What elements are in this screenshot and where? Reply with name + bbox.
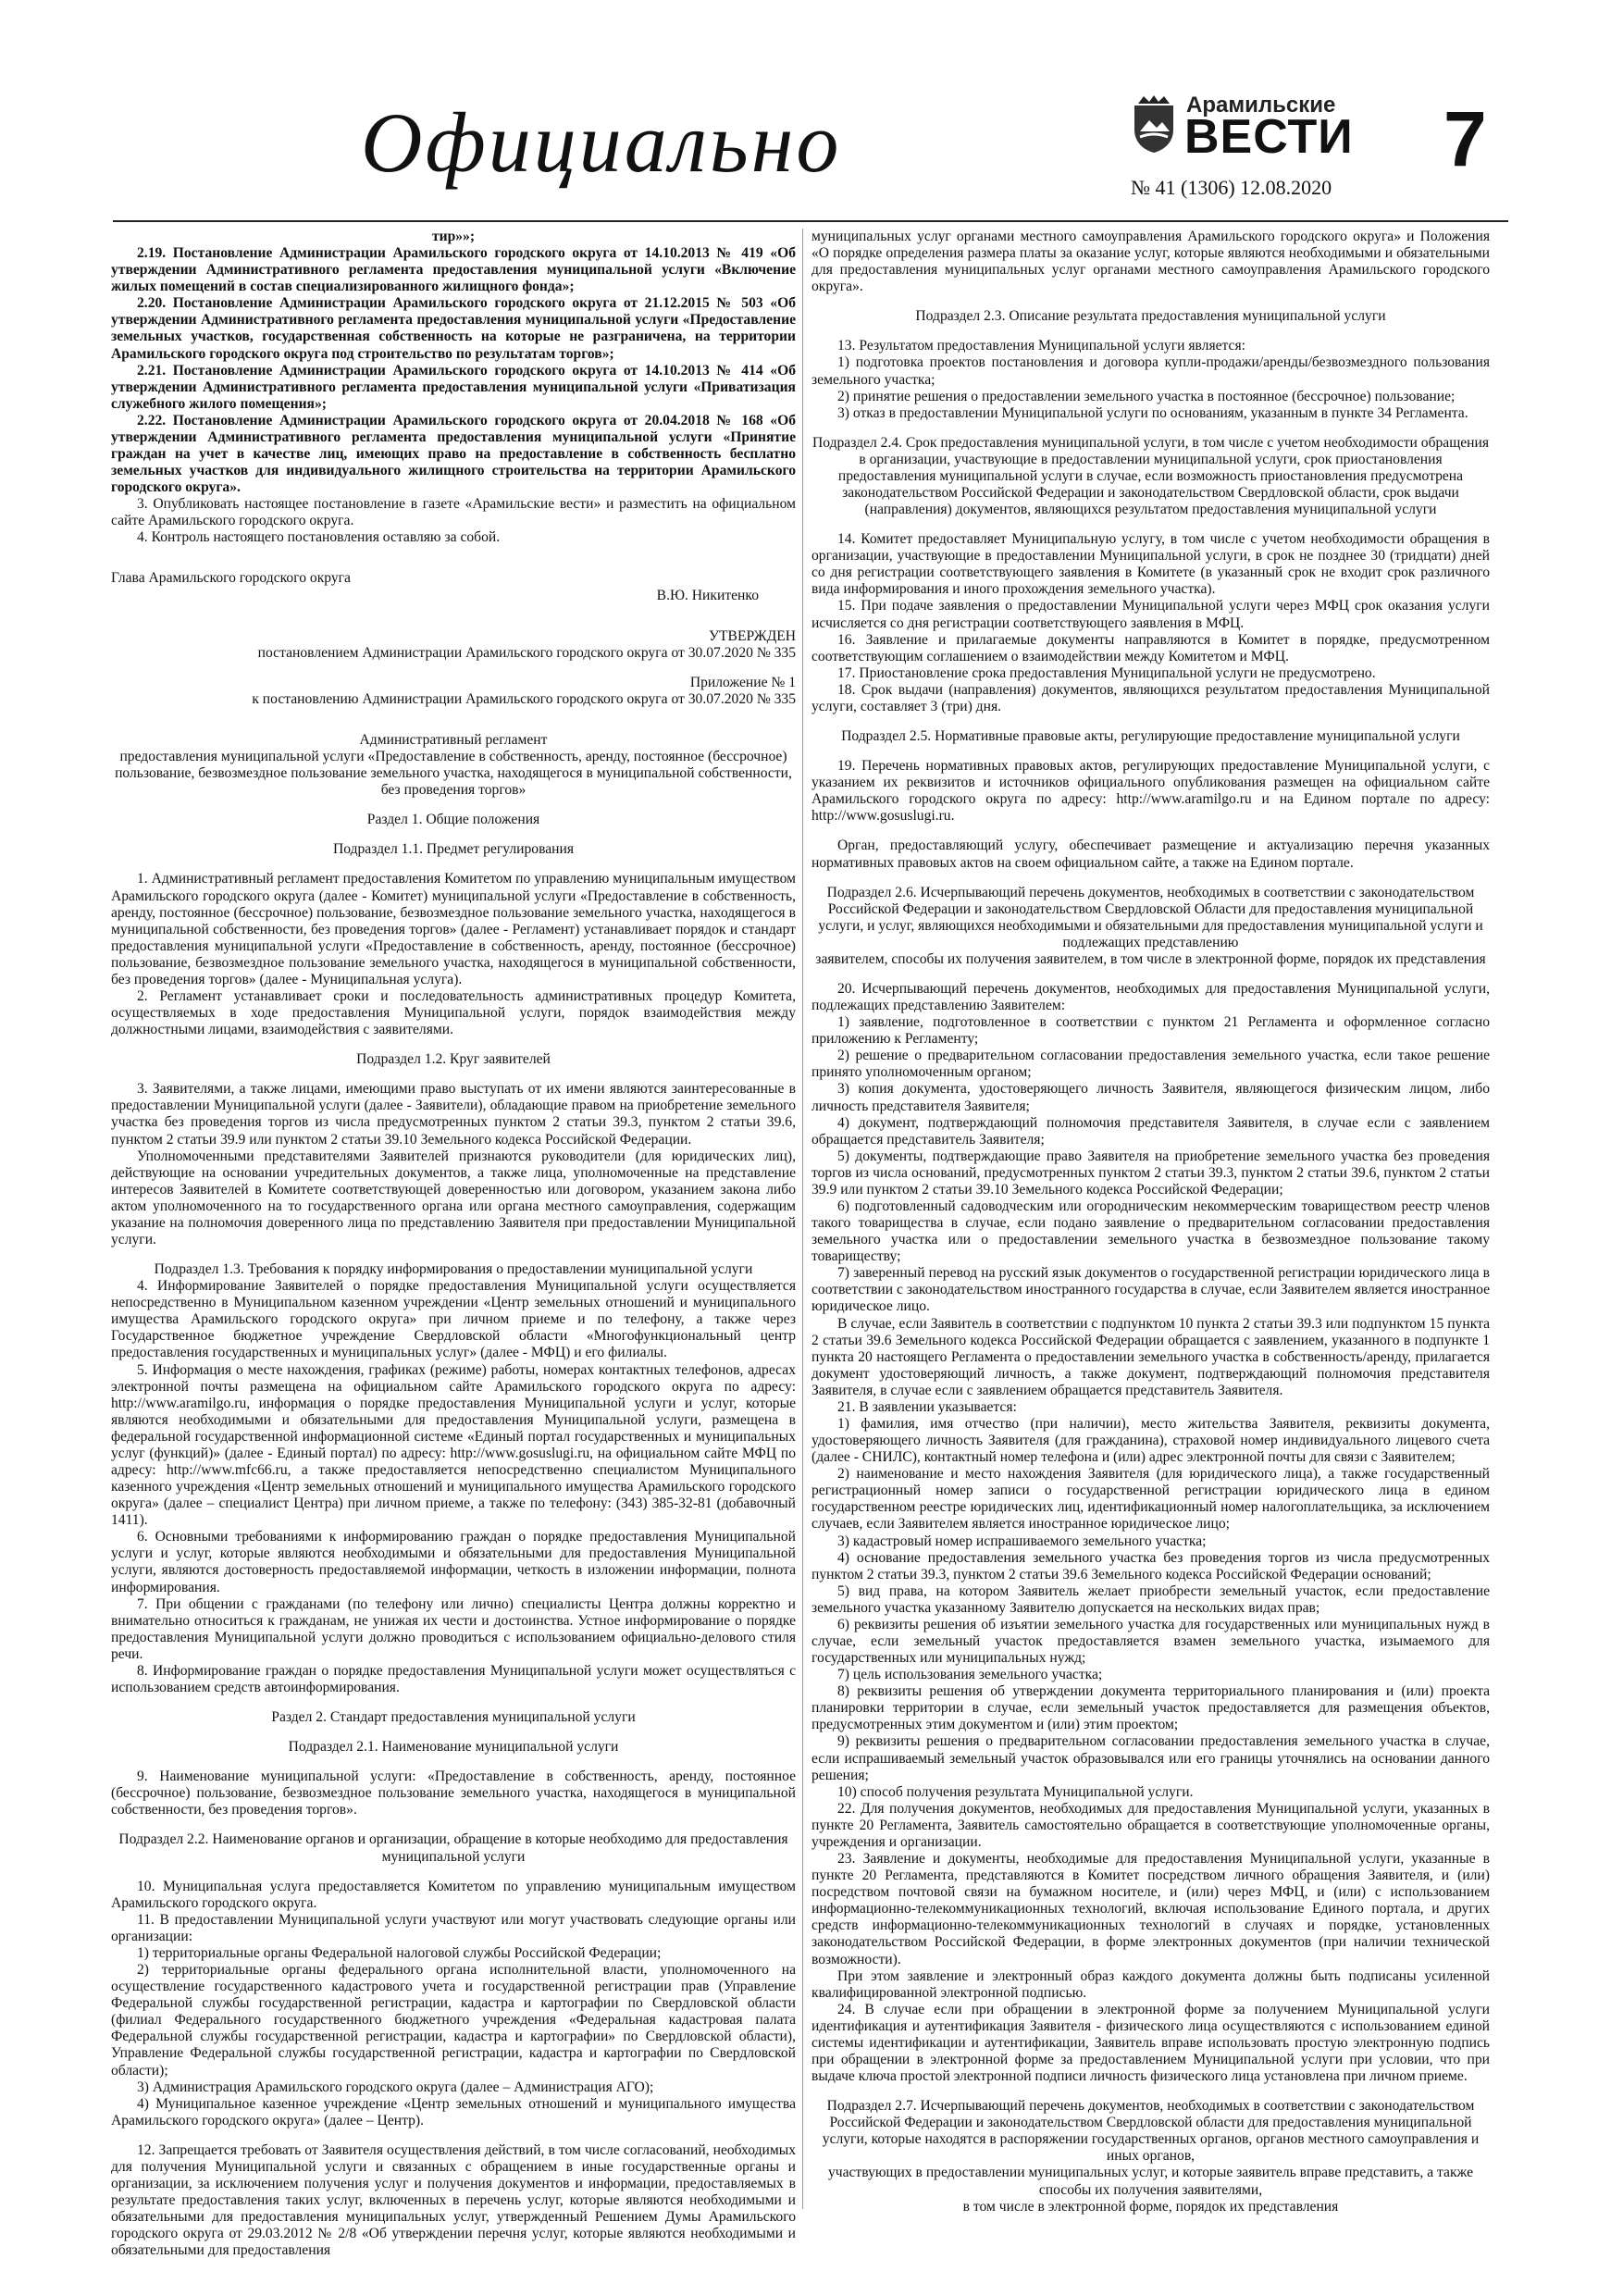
subsection-heading: Подраздел 2.1. Наименование муниципальной услуги [288, 1739, 619, 1756]
paragraph: 2. Регламент устанавливает сроки и последовательность административных процедур Комитета, осуществляемых в ходе предоставления Муниципальной услуги, порядок взаимодействия между должностными лицами, взаимодействия с заявителями. [111, 987, 796, 1038]
paragraph: 7) цель использования земельного участка; [837, 1667, 1103, 1683]
paragraph: 4. Информирование Заявителей о порядке предоставления Муниципальной услуги осуществляется непосредственно в Муниципальном казенном учреждении «Центр земельных отношений и муниципального имущества Арамильского городского округа» при личном приеме и по телефону, а также через Государственное бюджетное учреждение Свердловской области «Многофункциональный центр предоставления государственных и муниципальных услуг» (далее - МФЦ) и его филиалы. [111, 1278, 796, 1361]
paragraph: 2) принятие решения о предоставлении земельного участка в постоянное (бессрочное) пользование; [837, 388, 1456, 404]
subsection-heading: Подраздел 1.2. Круг заявителей [356, 1051, 551, 1068]
appendix-reference: к постановлению Администрации Арамильского городского округа от 30.07.2020 № 335 [252, 690, 796, 707]
subsection-heading: Подраздел 1.3. Требования к порядку информирования о предоставлении муниципальной услуги [154, 1261, 753, 1278]
subsection-heading: в том числе в электронной форме, порядок их представления [962, 2198, 1339, 2215]
section-heading: Раздел 1. Общие положения [366, 812, 540, 828]
paragraph: 4. Контроль настоящего постановления оставляю за собой. [137, 529, 501, 546]
paragraph: 1) подготовка проектов постановления и договора купли-продажи/аренды/безвозмездного пользования земельного участка; [812, 354, 1490, 388]
paragraph: 4) документ, подтверждающий полномочия представителя Заявителя, в случае если с заявлением обращается представитель Заявителя; [812, 1114, 1490, 1148]
paragraph: Орган, предоставляющий услугу, обеспечивает размещение и актуализацию перечня указанных нормативных правовых актов на своем официальном сайте, а также на Едином портале. [812, 838, 1490, 871]
paragraph: 2.19. Постановление Администрации Арамильского городского округа от 14.10.2013 № 419 «Об утверждении Административного регламента предоставления муниципальной услуги «Включение жилых помещений в состав специализированного жилищного фонда»; [111, 245, 796, 295]
paragraph: 2.21. Постановление Администрации Арамильского городского округа от 14.10.2013 № 414 «Об утверждении Административного регламента предоставления муниципальной услуги «Приватизация служебного жилого помещения»; [111, 362, 796, 412]
paragraph: 15. При подаче заявления о предоставлении Муниципальной услуги через МФЦ срок оказания услуги исчисляется со дня регистрации соответствующего заявления в МФЦ. [812, 598, 1490, 631]
paragraph: 24. В случае если при обращении в электронной форме за получением Муниципальной услуги идентификация и аутентификация Заявителя - физического лица осуществляются с использованием единой системы идентификации и аутентификации, Заявитель вправе использовать простую электронную подпись при обращении в электронной форме за предоставлением Муниципальной услуги при условии, что при выдаче ключа простой электронной подписи личность физического лица установлена при личном приеме. [812, 2001, 1490, 2085]
newspaper-logo [1131, 91, 1354, 165]
subsection-heading: Подраздел 2.4. Срок предоставления муниципальной услуги, в том числе с учетом необходимости обращения в организации, участвующие в предоставлении муниципальной услуги, срок приостановления предоставления муниципальной услуги в случае, если возможность приостановления предусмотрена законодательством Российской Федерации и законодательством Свердловской области, срок выдачи (направления) документов, являющихся результатом предоставления муниципальной услуги [812, 434, 1490, 518]
paragraph: 3) кадастровый номер испрашиваемого земельного участка; [837, 1533, 1207, 1549]
signatory-name: В.Ю. Никитенко [656, 587, 759, 603]
paragraph: 3) отказ в предоставлении Муниципальной услуги по основаниям, указанным в пункте 34 Регламента. [837, 404, 1468, 421]
header-rule [113, 220, 1508, 222]
paragraph: 5. Информация о месте нахождения, графиках (режиме) работы, номерах контактных телефонов, адресах электронной почты размещена на официальном сайте Арамильского городского округа по адресу: http://www.aramilgo.ru, информация о порядке предоставления Муниципальной услуги и услуг, которые являются необходимыми и обязательными для предоставления Муниципальной услуги, размещена в федеральной государственной информационной системе «Единый портал государственных и муниципальных услуг (функций)» (далее - Единый портал) по адресу: http://www.gosuslugi.ru, на официальном сайте МФЦ по адресу: http://www.mfc66.ru, а также предоставляется непосредственно специалистом Муниципального казенного учреждения «Центр земельных отношений и муниципального имущества Арамильского городского округа» (далее – специалист Центра) при личном приеме, а также по телефону: (343) 385-32-81 (добавочный 1411). [111, 1361, 796, 1529]
paragraph: 23. Заявление и документы, необходимые для предоставления Муниципальной услуги, указанные в пункте 20 Регламента, представляются в Комитет посредством личного обращения Заявителя, и (или) посредством почтовой связи на бумажном носителе, и (или) через МФЦ, и (или) с использованием информационно-телекоммуникационных технологий, включая использование Единого портала, и других средств информационно-телекоммуникационных технологий в случаях и порядке, установленных законодательством Российской Федерации, в форме электронных документов (при наличии технической возможности). [812, 1851, 1490, 1967]
paragraph: Уполномоченными представителями Заявителей признаются руководители (для юридических лиц), действующие на основании учредительных документов, а также лица, уполномоченные на представление интересов Заявителей в Комитете соответствующей доверенностью или договором, указанием закона либо актом уполномоченного на то государственного органа или органа местного самоуправления, содержащим указание на полномочия доверенного лица по представлению Заявителя при предоставлении Муниципальной услуги. [111, 1148, 796, 1247]
paragraph: 2.22. Постановление Администрации Арамильского городского округа от 20.04.2018 № 168 «Об утверждении Административного регламента предоставления муниципальной услуги «Принятие граждан на учет в качестве лиц, имеющих право на предоставление в собственность бесплатно земельных участков для индивидуального жилищного строительства на территории Арамильского городского округа». [111, 412, 796, 496]
paragraph: 8) реквизиты решения об утверждении документа территориального планирования и (или) проекта планировки территории в случае, если земельный участок предоставляется для размещения объектов, предусмотренных этим документом и (или) этим проектом; [812, 1683, 1490, 1733]
paragraph: 6) подготовленный садоводческим или огородническим некоммерческим товариществом реестр членов такого товарищества в случае, если подано заявление о предварительном согласовании предоставления земельного участка или о предоставлении земельного участка в безвозмездное пользование такому товариществу; [812, 1198, 1490, 1265]
paragraph: 3. Опубликовать настоящее постановление в газете «Арамильские вести» и разместить на официальном сайте Арамильского городского округа. [111, 496, 796, 529]
paragraph: 5) документы, подтверждающие право Заявителя на приобретение земельного участка без проведения торгов из числа оснований, предусмотренных пунктом 2 статьи 39.3, пунктом 2 статьи 39.6, пунктом 2 статьи 39.9 или пунктом 2 статьи 39.10 Земельного кодекса Российской Федерации; [812, 1148, 1490, 1198]
paragraph: 11. В предоставлении Муниципальной услуги участвуют или могут участвовать следующие органы или организации: [111, 1911, 796, 1944]
paragraph: 1) заявление, подготовленное в соответствии с пунктом 21 Регламента и оформленное согласно приложению к Регламенту; [812, 1014, 1490, 1048]
masthead [0, 0, 1623, 217]
paragraph: тир»»; [431, 229, 476, 244]
paragraph: 10. Муниципальная услуга предоставляется Комитетом по управлению муниципальным имуществом Арамильского городского округа. [111, 1878, 796, 1911]
section-title: Официально [361, 95, 842, 190]
paragraph: 16. Заявление и прилагаемые документы направляются в Комитет в порядке, предусмотренном соответствующим соглашением о взаимодействии между Комитетом и МФЦ. [812, 631, 1490, 664]
document-title: Административный регламент [359, 731, 548, 748]
paragraph: 4) основание предоставления земельного участка без проведения торгов из числа предусмотренных пунктом 2 статьи 39.3, пунктом 2 статьи 39.6 Земельного кодекса Российской Федерации оснований; [812, 1549, 1490, 1582]
subsection-heading: участвующих в предоставлении муниципальных услуг, и которые заявитель вправе представить, а также способы их получения заявителями, [827, 2165, 1474, 2198]
paragraph: муниципальных услуг органами местного самоуправления Арамильского городского округа» и Положения «О порядке определения размера платы за оказание услуг, которые являются необходимыми и обязательными для предоставления муниципальных услуг органами местного самоуправления Арамильского городского округа». [812, 229, 1490, 295]
subsection-heading: Подраздел 2.5. Нормативные правовые акты, регулирующие предоставление муниципальной услуги [841, 728, 1460, 745]
section-heading: Раздел 2. Стандарт предоставления муниципальной услуги [271, 1709, 636, 1726]
paragraph: 4) Муниципальное казенное учреждение «Центр земельных отношений и муниципального имущества Арамильского городского округа» (далее – Центр). [111, 2095, 796, 2128]
left-column [111, 229, 796, 2259]
subsection-heading: Подраздел 2.3. Описание результата предоставления муниципальной услуги [915, 308, 1386, 325]
subsection-heading: Подраздел 1.1. Предмет регулирования [332, 841, 575, 858]
paragraph: 8. Информирование граждан о порядке предоставления Муниципальной услуги может осуществляться с использованием средств автоинформирования. [111, 1662, 796, 1696]
paragraph: 12. Запрещается требовать от Заявителя осуществления действий, в том числе согласований, необходимых для получения Муниципальной услуги и связанных с обращением в иные государственные органы и организации, за исключением получения услуг и получения документов и информации, предоставляемых в результате предоставления таких услуг, включенных в перечень услуг, которые являются необходимыми и обязательными для предоставления муниципальных услуг, утвержденный Решением Думы Арамильского городского округа от 29.03.2012 № 2/8 «Об утверждении перечня услуг, которые являются необходимыми и обязательными для предоставления [111, 2141, 796, 2259]
logo-subtitle: Арамильские [1186, 93, 1336, 118]
paragraph: 14. Комитет предоставляет Муниципальную услугу, в том числе с учетом необходимости обращения в организации, участвующие в предоставлении Муниципальной услуги, в срок не позднее 30 (тридцати) дней со дня регистрации соответствующего заявления в Комитете (в указанный срок не входит срок различного вида информирования и иного прохождения земельного участка). [812, 531, 1490, 598]
paragraph: 22. Для получения документов, необходимых для предоставления Муниципальной услуги, указанных в пункте 20 Регламента, Заявитель самостоятельно обращается в соответствующие уполномоченные органы, учреждения и организации. [812, 1800, 1490, 1850]
paragraph: 19. Перечень нормативных правовых актов, регулирующих предоставление Муниципальной услуги, с указанием их реквизитов и источников официального опубликования размещен на официальном сайте Арамильского городского округа по адресу: http://www.aramilgo.ru и на Едином портале по адресу: http://www.gosuslugi.ru. [812, 758, 1490, 825]
paragraph: 7) заверенный перевод на русский язык документов о государственной регистрации юридического лица в соответствии с законодательством иностранного государства в случае, если Заявителем является иностранное юридическое лицо. [812, 1265, 1490, 1315]
paragraph: 13. Результатом предоставления Муниципальной услуги является: [837, 338, 1245, 354]
paragraph: 20. Исчерпывающий перечень документов, необходимых для предоставления Муниципальной услуги, подлежащих представлению Заявителем: [812, 980, 1490, 1014]
issue-info: № 41 (1306) 12.08.2020 [1131, 176, 1332, 199]
subsection-heading: Подраздел 2.7. Исчерпывающий перечень документов, необходимых в соответствии с законодательством Российской Федерации и законодательством Свердловской области для предоставления муниципальной услуги, которые находятся в распоряжении государственных органов, органов местного самоуправления и иных органов, [822, 2098, 1480, 2165]
paragraph: 2) наименование и место нахождения Заявителя (для юридического лица), а также государственный регистрационный номер записи о государственной регистрации юридического лица в едином государственном реестре юридических лиц, идентификационный номер налогоплательщика, за исключением случаев, если Заявителем является иностранное юридическое лицо; [812, 1466, 1490, 1533]
paragraph: 3) Администрация Арамильского городского округа (далее – Администрация АГО); [137, 2079, 654, 2095]
paragraph: 17. Приостановление срока предоставления Муниципальной услуги не предусмотрено. [837, 664, 1376, 681]
paragraph: 3. Заявителями, а также лицами, имеющими право выступать от их имени являются заинтересованные в предоставлении Муниципальной услуги (далее - Заявители), обладающие правом на приобретение земельного участка без проведения торгов из числа предусмотренных пунктом 2 статьи 39.3, пунктом 2 статьи 39.6, пунктом 2 статьи 39.9 или пунктом 2 статьи 39.10 Земельного кодекса Российской Федерации. [111, 1081, 796, 1148]
subsection-heading: Подраздел 2.2. Наименование органов и организации, обращение в которые необходимо для предоставления муниципальной услуги [118, 1831, 788, 1865]
approval-reference: постановлением Администрации Арамильского городского округа от 30.07.2020 № 335 [257, 644, 796, 661]
subsection-heading: Подраздел 2.6. Исчерпывающий перечень документов, необходимых в соответствии с законодательством Российской Федерации и законодательством Свердловской Области для предоставления муниципальной услуги, и услуг, являющихся необходимыми и обязательными для предоставления муниципальной услуги и подлежащих представлению [818, 884, 1483, 950]
column-divider [802, 229, 803, 2209]
subsection-heading: заявителем, способы их получения заявителем, в том числе в электронной форме, порядок их представления [815, 950, 1486, 967]
approval-stamp: УТВЕРЖДЕН [708, 627, 796, 644]
paragraph: 6) реквизиты решения об изъятии земельного участка для государственных или муниципальных нужд в случае, если земельный участок предоставляется взамен земельного участка, изымаемого для государственных или муниципальных нужд; [812, 1616, 1490, 1667]
paragraph: 21. В заявлении указывается: [837, 1398, 1017, 1415]
paragraph: 9. Наименование муниципальной услуги: «Предоставление в собственность, аренду, постоянное (бессрочное) пользование, безвозмездное пользование земельного участка, находящегося в муниципальной собственности, без проведения торгов». [111, 1769, 796, 1818]
paragraph: 2) решение о предварительном согласовании предоставления земельного участка, если такое решение принято уполномоченным органом; [812, 1048, 1490, 1081]
logo-title: ВЕСТИ [1184, 110, 1354, 164]
paragraph: 1. Административный регламент предоставления Комитетом по управлению муниципальным имуществом Арамильского городского округа (далее - Комитет) муниципальной услуги «Предоставление в собственность, аренду, постоянное (бессрочное) пользование, безвозмездное пользование земельного участка, находящегося в муниципальной собственности, без проведения торгов» (далее - Регламент) устанавливает порядок и стандарт предоставления муниципальной услуги «Предоставление в собственность, аренду, постоянное (бессрочное) пользование, безвозмездное пользование земельного участка, находящегося в муниципальной собственности, без проведения торгов» (далее - Муниципальная услуга). [111, 871, 796, 987]
paragraph: 18. Срок выдачи (направления) документов, являющихся результатом предоставления Муниципальной услуги, составляет 3 (три) дня. [812, 681, 1490, 714]
paragraph: 10) способ получения результата Муниципальной услуги. [837, 1783, 1194, 1800]
paragraph: 3) копия документа, удостоверяющего личность Заявителя, являющегося физическим лицом, либо личность представителя Заявителя; [812, 1081, 1490, 1114]
paragraph: 9) реквизиты решения о предварительном согласовании предоставления земельного участка в случае, если испрашиваемый земельный участок образовывался или его границы уточнялись на основании данного решения; [812, 1733, 1490, 1783]
right-column [812, 229, 1490, 2215]
paragraph: 1) территориальные органы Федеральной налоговой службы Российской Федерации; [137, 1944, 662, 1961]
paragraph: 2.20. Постановление Администрации Арамильского городского округа от 21.12.2015 № 503 «Об утверждении Административного регламента предоставления муниципальной услуги «Предоставление земельных участков, государственная собственность на которые не разграничена, на территории Арамильского городского округа под строительство по результатам торгов»; [111, 295, 796, 362]
coat-of-arms-icon [1131, 94, 1177, 154]
document-subtitle: предоставления муниципальной услуги «Предоставление в собственность, аренду, постоянное (бессрочное) пользование, безвозмездное пользование земельного участка, находящегося в муниципальной собственности, без проведения торгов» [115, 749, 792, 799]
paragraph: 2) территориальные органы федерального органа исполнительной власти, уполномоченного на осуществление государственного кадастрового учета и государственной регистрации прав (Управление Федеральной службы государственной регистрации, кадастра и картографии по Свердловской области (филиал Федерального государственного бюджетного учреждения «Федеральная кадастровая палата Федеральной службы государственной регистрации, кадастра и картографии» по Свердловской области), Управление Федеральной службы государственной регистрации, кадастра и картографии по Свердловской области); [111, 1962, 796, 2079]
paragraph: 1) фамилия, имя отчество (при наличии), место жительства Заявителя, реквизиты документа, удостоверяющего личность Заявителя (для гражданина), страховой номер индивидуального лицевого счета (далее - СНИЛС), контактный номер телефона и (или) адрес электронной почты для связи с Заявителем; [812, 1416, 1490, 1466]
page-number: 7 [1443, 95, 1487, 182]
paragraph: При этом заявление и электронный образ каждого документа должны быть подписаны усиленной квалифицированной электронной подписью. [812, 1967, 1490, 2001]
paragraph: 6. Основными требованиями к информированию граждан о порядке предоставления Муниципальной услуги и услуг, которые являются необходимыми и обязательными для предоставления Муниципальной услуги, являются достоверность предоставляемой информации, четкость в изложении информации, полнота информирования. [111, 1529, 796, 1595]
paragraph: 7. При общении с гражданами (по телефону или лично) специалисты Центра должны корректно и внимательно относиться к гражданам, не унижая их чести и достоинства. Устное информирование о порядке предоставления Муниципальной услуги должно проводиться с использованием официально-делового стиля речи. [111, 1595, 796, 1662]
signatory-title: Глава Арамильского городского округа [111, 570, 351, 587]
paragraph: В случае, если Заявитель в соответствии с подпунктом 10 пункта 2 статьи 39.3 или подпунктом 15 пункта 2 статьи 39.6 Земельного кодекса Российской Федерации обращается с заявлением, указанного в подпункте 1 пункта 20 настоящего Регламента о предоставлении земельного участка в собственность/аренду, прилагается документ удостоверяющий личность, а также документ, подтверждающий полномочия представителя Заявителя, в случае если с заявлением обращается представитель Заявителя. [812, 1315, 1490, 1398]
paragraph: 5) вид права, на котором Заявитель желает приобрести земельный участок, если предоставление земельного участка указанному Заявителю допускается на нескольких видах прав; [812, 1582, 1490, 1616]
appendix-label: Приложение № 1 [689, 674, 796, 690]
